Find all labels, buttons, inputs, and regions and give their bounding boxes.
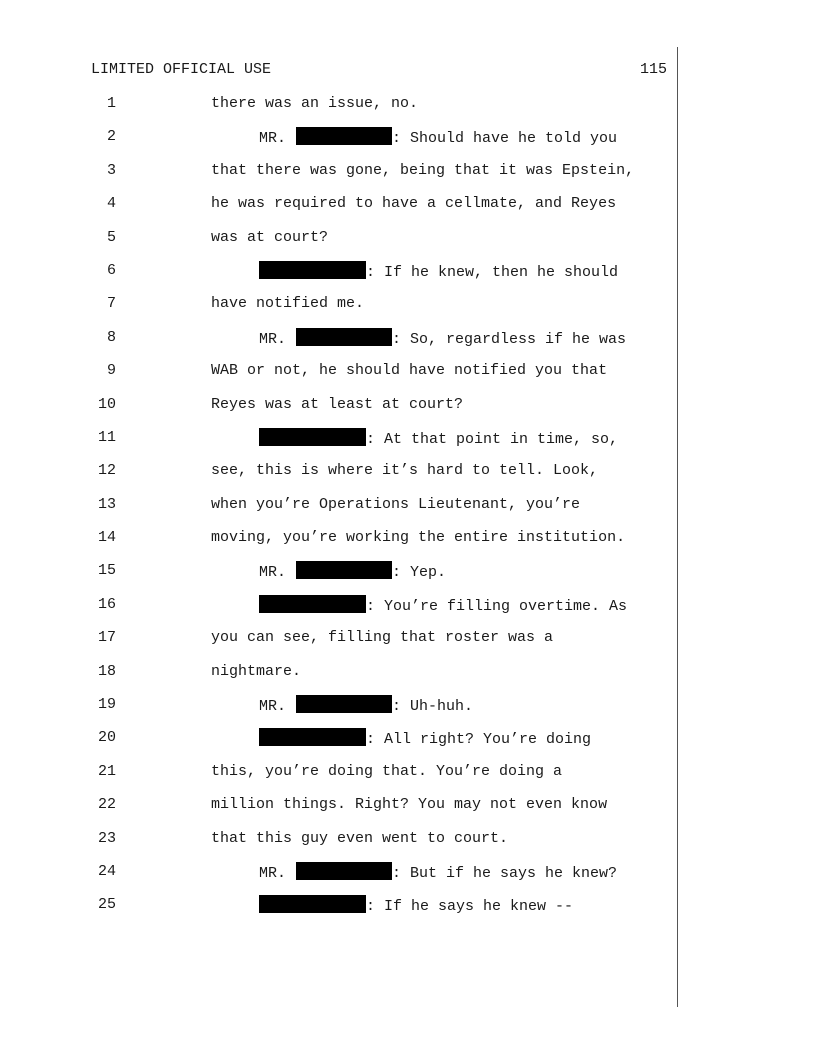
transcript-line	[0, 595, 816, 628]
line-number: 14	[97, 529, 116, 547]
line-text	[211, 662, 301, 682]
redaction-box	[259, 728, 366, 746]
line-text	[211, 94, 418, 114]
line-body: : If he knew, then he should	[366, 263, 619, 281]
transcript-line	[0, 261, 816, 294]
redaction-box	[296, 328, 392, 346]
speaker-prefix: MR.	[259, 330, 287, 348]
line-text	[259, 595, 627, 617]
line-body: WAB or not, he should have notified you that	[211, 362, 608, 380]
redaction-box	[259, 261, 366, 279]
redaction-box	[259, 895, 366, 913]
line-body: : Yep.	[392, 564, 447, 582]
redaction-box	[296, 561, 392, 579]
line-text	[259, 695, 473, 717]
line-body: have notified me.	[211, 295, 365, 313]
redaction-box	[296, 862, 392, 880]
transcript-line	[0, 361, 816, 394]
line-number: 21	[97, 762, 116, 780]
line-body: when you’re Operations Lieutenant, you’re	[211, 495, 581, 513]
line-text	[211, 628, 553, 648]
line-number: 6	[106, 261, 116, 279]
page-number: 115	[639, 61, 667, 78]
line-number: 15	[97, 562, 116, 580]
line-number: 2	[106, 128, 116, 146]
line-text	[211, 528, 625, 548]
speaker-prefix: MR.	[259, 864, 287, 882]
line-number: 13	[97, 495, 116, 513]
transcript-line	[0, 728, 816, 761]
line-number: 20	[97, 729, 116, 747]
speaker-prefix: MR.	[259, 564, 287, 582]
line-body: : If he says he knew --	[366, 898, 574, 916]
line-number: 7	[106, 295, 116, 313]
transcript-line	[0, 862, 816, 895]
transcript-line	[0, 561, 816, 594]
line-text	[211, 829, 508, 849]
transcript-line	[0, 829, 816, 862]
speaker-prefix: MR.	[259, 130, 287, 148]
line-body: that there was gone, being that it was Epstein,	[211, 161, 635, 179]
speaker-prefix: MR.	[259, 698, 287, 716]
redaction-box	[296, 127, 392, 145]
line-text	[259, 328, 626, 350]
transcript-line	[0, 895, 816, 928]
transcript-line	[0, 461, 816, 494]
line-text	[211, 762, 562, 782]
transcript-line	[0, 194, 816, 227]
line-text	[211, 194, 616, 214]
line-text	[259, 862, 617, 884]
transcript-line	[0, 795, 816, 828]
transcript-line	[0, 628, 816, 661]
line-body: you can see, filling that roster was a	[211, 629, 554, 647]
line-body: that this guy even went to court.	[211, 829, 509, 847]
line-number: 10	[97, 395, 116, 413]
line-number: 9	[106, 362, 116, 380]
line-body: million things. Right? You may not even know	[211, 796, 608, 814]
line-number: 18	[97, 662, 116, 680]
line-text	[211, 228, 328, 248]
line-body: see, this is where it’s hard to tell. Look,	[211, 462, 599, 480]
line-body: : Uh-huh.	[392, 698, 474, 716]
transcript-line	[0, 94, 816, 127]
line-body: was at court?	[211, 228, 329, 246]
line-text	[211, 461, 598, 481]
line-number: 24	[97, 862, 116, 880]
transcript-line	[0, 228, 816, 261]
line-body: moving, you’re working the entire institution.	[211, 529, 626, 547]
line-body: : But if he says he knew?	[392, 864, 618, 882]
transcript-lines	[0, 94, 816, 929]
line-body: nightmare.	[211, 662, 302, 680]
line-text	[259, 561, 446, 583]
transcript-line	[0, 294, 816, 327]
line-body: Reyes was at least at court?	[211, 395, 464, 413]
line-text	[211, 161, 634, 181]
transcript-line	[0, 395, 816, 428]
transcript-line	[0, 328, 816, 361]
line-text	[259, 261, 618, 283]
transcript-line	[0, 528, 816, 561]
line-number: 4	[106, 195, 116, 213]
transcript-line	[0, 695, 816, 728]
line-text	[211, 495, 580, 515]
line-number: 17	[97, 629, 116, 647]
line-text	[259, 127, 617, 149]
line-text	[211, 361, 607, 381]
line-number: 11	[97, 428, 116, 446]
transcript-line	[0, 762, 816, 795]
line-number: 3	[106, 161, 116, 179]
line-text	[259, 728, 591, 750]
transcript-line	[0, 428, 816, 461]
line-number: 23	[97, 829, 116, 847]
line-body: : Should have he told you	[392, 130, 618, 148]
line-body: : All right? You’re doing	[366, 731, 592, 749]
line-text	[211, 795, 607, 815]
line-number: 22	[97, 796, 116, 814]
line-number: 16	[97, 595, 116, 613]
line-number: 8	[106, 328, 116, 346]
transcript-line	[0, 662, 816, 695]
line-text	[211, 294, 364, 314]
redaction-box	[259, 428, 366, 446]
line-body: : You’re filling overtime. As	[366, 597, 628, 615]
transcript-line	[0, 495, 816, 528]
line-body: there was an issue, no.	[211, 95, 419, 112]
line-number: 5	[106, 228, 116, 246]
line-text	[259, 428, 618, 450]
line-number: 19	[97, 696, 116, 714]
line-number: 25	[97, 896, 116, 914]
transcript-line	[0, 127, 816, 160]
transcript-line	[0, 161, 816, 194]
line-body: : At that point in time, so,	[366, 430, 619, 448]
line-text	[259, 895, 573, 917]
line-body: he was required to have a cellmate, and Reyes	[211, 195, 617, 213]
classification-header: LIMITED OFFICIAL USE	[91, 61, 272, 78]
redaction-box	[259, 595, 366, 613]
line-number: 12	[97, 462, 116, 480]
line-number: 1	[106, 95, 116, 112]
redaction-box	[296, 695, 392, 713]
line-body: : So, regardless if he was	[392, 330, 627, 348]
line-text	[211, 395, 463, 415]
line-body: this, you’re doing that. You’re doing a	[211, 762, 563, 780]
